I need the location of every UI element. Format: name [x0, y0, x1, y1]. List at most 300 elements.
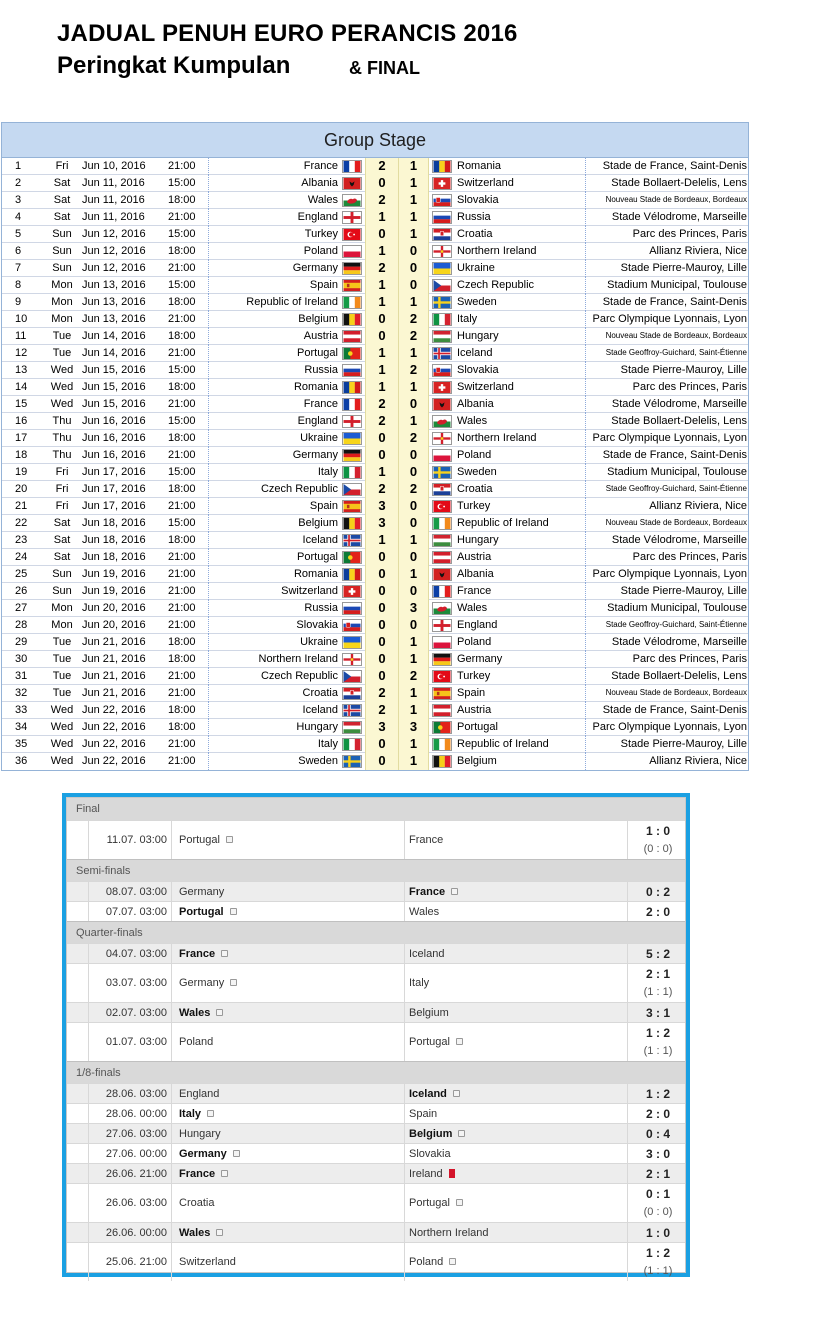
column-divider — [585, 685, 586, 702]
halftime-score: (1 : 1) — [643, 1265, 673, 1277]
away-flag-icon — [432, 670, 452, 683]
column-divider — [208, 481, 209, 498]
match-time: 15:00 — [168, 517, 196, 529]
away-team-cell — [409, 1164, 455, 1184]
home-score: 0 — [365, 311, 398, 328]
home-score: 2 — [365, 702, 398, 719]
tv-icon[interactable] — [233, 1150, 240, 1157]
home-team: Northern Ireland — [258, 653, 338, 665]
match-row — [2, 736, 748, 753]
match-row — [2, 413, 748, 430]
away-flag-icon — [432, 517, 452, 530]
match-time: 21:00 — [168, 500, 196, 512]
round-header: Semi-finals — [67, 859, 685, 881]
column-divider — [208, 719, 209, 736]
match-score[interactable]: 1 : 0 — [645, 1226, 670, 1240]
tv-icon[interactable] — [458, 1130, 465, 1137]
match-score[interactable]: 1 : 2 — [645, 1026, 670, 1040]
away-team-cell — [409, 821, 443, 860]
away-flag-icon — [432, 619, 452, 632]
home-score: 0 — [365, 668, 398, 685]
knockout-match-row[interactable] — [67, 1123, 685, 1143]
row-gutter — [67, 1223, 89, 1242]
match-number: 3 — [15, 194, 22, 206]
home-score: 1 — [365, 362, 398, 379]
away-flag-icon — [432, 432, 452, 445]
column-divider — [627, 1223, 628, 1242]
home-flag-icon — [342, 568, 362, 581]
away-score: 0 — [398, 549, 429, 566]
match-number: 9 — [15, 296, 22, 308]
row-gutter — [67, 1084, 89, 1103]
match-datetime: 02.07. 03:00 — [105, 1007, 167, 1019]
away-flag-icon — [432, 262, 452, 275]
column-divider — [208, 396, 209, 413]
knockout-match-row[interactable] — [67, 1183, 685, 1222]
match-date: Jun 13, 2016 — [82, 296, 146, 308]
match-number: 26 — [15, 585, 28, 597]
column-divider — [585, 651, 586, 668]
home-team: Croatia — [179, 1197, 215, 1209]
match-venue: Nouveau Stade de Bordeaux, Bordeaux — [605, 195, 747, 204]
away-team: Wales — [409, 906, 440, 918]
column-divider — [627, 944, 628, 963]
match-day: Mon — [51, 279, 73, 291]
away-flag-icon — [432, 245, 452, 258]
away-team: Ireland — [409, 1168, 443, 1180]
column-divider — [208, 753, 209, 770]
match-score[interactable]: 0 : 2 — [645, 885, 670, 899]
knockout-match-row[interactable] — [67, 1222, 685, 1242]
match-venue: Stade Geoffroy-Guichard, Saint-Étienne — [605, 620, 747, 629]
knockout-match-row[interactable] — [67, 1163, 685, 1183]
knockout-match-row[interactable] — [67, 943, 685, 963]
match-time: 15:00 — [168, 364, 196, 376]
match-venue: Stadium Municipal, Toulouse — [607, 466, 747, 478]
column-divider — [208, 413, 209, 430]
match-row — [2, 498, 748, 515]
match-day: Wed — [50, 738, 74, 750]
match-day: Wed — [50, 381, 74, 393]
tv-icon[interactable] — [453, 1090, 460, 1097]
home-team: Portugal — [297, 551, 338, 563]
match-venue: Stadium Municipal, Toulouse — [607, 279, 747, 291]
away-flag-icon — [432, 364, 452, 377]
away-team: Poland — [409, 1256, 444, 1268]
match-score[interactable]: 1 : 2 — [645, 1246, 670, 1260]
home-score: 0 — [365, 600, 398, 617]
match-date: Jun 21, 2016 — [82, 653, 146, 665]
match-time: 15:00 — [168, 415, 196, 427]
match-datetime: 04.07. 03:00 — [105, 948, 167, 960]
home-score: 1 — [365, 294, 398, 311]
column-divider — [627, 882, 628, 901]
column-divider — [404, 882, 405, 901]
away-score: 0 — [398, 617, 429, 634]
tv-icon[interactable] — [216, 1229, 223, 1236]
home-team: England — [297, 415, 338, 427]
column-divider — [171, 964, 172, 1002]
column-divider — [585, 362, 586, 379]
match-date: Jun 15, 2016 — [82, 364, 146, 376]
match-day: Tue — [52, 330, 72, 342]
home-flag-icon — [342, 313, 362, 326]
halftime-score: (1 : 1) — [643, 986, 673, 998]
home-team: Switzerland — [179, 1256, 236, 1268]
knockout-match-row[interactable] — [67, 901, 685, 921]
final-tag: & FINAL — [349, 58, 420, 78]
knockout-match-row[interactable] — [67, 881, 685, 901]
column-divider — [208, 651, 209, 668]
away-team-cell — [409, 1144, 451, 1164]
match-venue: Stade Pierre-Mauroy, Lille — [620, 585, 747, 597]
column-divider — [585, 413, 586, 430]
match-number: 25 — [15, 568, 28, 580]
column-divider — [208, 277, 209, 294]
column-divider — [171, 1023, 172, 1061]
column-divider — [171, 1124, 172, 1143]
match-day: Fri — [55, 160, 69, 172]
column-divider — [404, 1243, 405, 1281]
match-venue: Stade Pierre-Mauroy, Lille — [620, 364, 747, 376]
column-divider — [208, 685, 209, 702]
match-time: 18:00 — [168, 636, 196, 648]
home-flag-icon — [342, 653, 362, 666]
match-number: 19 — [15, 466, 28, 478]
column-divider — [585, 549, 586, 566]
away-team: Northern Ireland — [457, 245, 537, 257]
away-team: Croatia — [457, 483, 493, 495]
home-flag-icon — [342, 177, 362, 190]
match-date: Jun 18, 2016 — [82, 534, 146, 546]
match-venue: Stade Bollaert-Delelis, Lens — [611, 415, 747, 427]
column-divider — [627, 902, 628, 921]
match-time: 21:00 — [168, 619, 196, 631]
match-venue: Stade Geoffroy-Guichard, Saint-Étienne — [605, 484, 747, 493]
home-team: Portugal — [179, 834, 220, 846]
knockout-match-row[interactable] — [67, 1242, 685, 1281]
match-score[interactable]: 2 : 0 — [645, 1107, 670, 1121]
match-day: Wed — [50, 721, 74, 733]
away-flag-icon — [432, 704, 452, 717]
match-date: Jun 21, 2016 — [82, 687, 146, 699]
away-team: Turkey — [457, 500, 491, 512]
home-flag-icon — [342, 228, 362, 241]
away-flag-icon — [432, 602, 452, 615]
match-venue: Stade Vélodrome, Marseille — [611, 534, 747, 546]
away-score: 1 — [398, 413, 429, 430]
match-date: Jun 22, 2016 — [82, 755, 146, 767]
away-team: Romania — [457, 160, 502, 172]
away-team: Belgium — [409, 1007, 449, 1019]
knockout-match-row[interactable] — [67, 1103, 685, 1123]
round-header: Final — [67, 798, 685, 820]
column-divider — [585, 702, 586, 719]
match-row — [2, 481, 748, 498]
match-date: Jun 21, 2016 — [82, 636, 146, 648]
column-divider — [585, 260, 586, 277]
home-flag-icon — [342, 194, 362, 207]
match-date: Jun 13, 2016 — [82, 313, 146, 325]
match-time: 21:00 — [168, 670, 196, 682]
column-divider — [171, 1003, 172, 1022]
home-flag-icon — [342, 347, 362, 360]
match-datetime: 26.06. 00:00 — [105, 1227, 167, 1239]
match-number: 11 — [15, 330, 27, 342]
home-flag-icon — [342, 415, 362, 428]
away-team: Portugal — [409, 1197, 450, 1209]
home-flag-icon — [342, 364, 362, 377]
knockout-match-row[interactable] — [67, 1002, 685, 1022]
match-time: 21:00 — [168, 551, 196, 563]
home-score: 0 — [365, 617, 398, 634]
column-divider — [208, 430, 209, 447]
home-flag-icon — [342, 619, 362, 632]
match-time: 15:00 — [168, 466, 196, 478]
home-team: Spain — [309, 279, 338, 291]
match-day: Sat — [53, 517, 71, 529]
match-venue: Parc des Princes, Paris — [632, 228, 747, 240]
home-flag-icon — [342, 432, 362, 445]
match-date: Jun 22, 2016 — [82, 721, 146, 733]
match-time: 18:00 — [168, 721, 196, 733]
match-date: Jun 19, 2016 — [82, 585, 146, 597]
match-time: 21:00 — [168, 347, 196, 359]
match-time: 21:00 — [168, 738, 196, 750]
red-card-icon — [449, 1169, 455, 1178]
column-divider — [585, 515, 586, 532]
row-gutter — [67, 944, 89, 963]
column-divider — [208, 634, 209, 651]
home-team-cell — [179, 964, 237, 1003]
tv-icon[interactable] — [207, 1110, 214, 1117]
match-datetime: 11.07. 03:00 — [106, 834, 167, 846]
match-venue: Stade Bollaert-Delelis, Lens — [611, 670, 747, 682]
match-date: Jun 10, 2016 — [82, 160, 146, 172]
home-team-cell — [179, 1164, 228, 1184]
column-divider — [171, 1164, 172, 1183]
home-team: Ukraine — [300, 432, 338, 444]
row-gutter — [67, 1164, 89, 1183]
home-score: 1 — [365, 243, 398, 260]
page-title: JADUAL PENUH EURO PERANCIS 2016 — [57, 20, 518, 47]
tv-icon[interactable] — [226, 836, 233, 843]
home-team: Germany — [292, 449, 338, 461]
column-divider — [404, 1023, 405, 1061]
column-divider — [208, 192, 209, 209]
match-date: Jun 13, 2016 — [82, 279, 146, 291]
column-divider — [208, 260, 209, 277]
away-flag-icon — [432, 738, 452, 751]
match-day: Thu — [52, 415, 72, 427]
tv-icon[interactable] — [221, 1170, 228, 1177]
column-divider — [404, 964, 405, 1002]
halftime-score: (0 : 0) — [643, 1206, 673, 1218]
away-team: France — [409, 886, 446, 898]
match-score[interactable]: 2 : 1 — [645, 1167, 670, 1181]
match-datetime: 26.06. 03:00 — [105, 1197, 167, 1209]
match-score[interactable]: 2 : 1 — [645, 967, 670, 981]
tv-icon[interactable] — [456, 1038, 463, 1045]
away-team: Poland — [457, 636, 492, 648]
column-divider — [585, 532, 586, 549]
match-venue: Parc des Princes, Paris — [632, 551, 747, 563]
home-flag-icon — [342, 381, 362, 394]
away-team: Northern Ireland — [409, 1227, 489, 1239]
knockout-match-row[interactable] — [67, 963, 685, 1002]
tv-icon[interactable] — [449, 1258, 456, 1265]
match-score[interactable]: 0 : 1 — [645, 1187, 670, 1201]
home-flag-icon — [342, 466, 362, 479]
match-row — [2, 583, 748, 600]
column-divider — [585, 719, 586, 736]
away-team: Slovakia — [409, 1148, 451, 1160]
away-flag-icon — [432, 279, 452, 292]
column-divider — [208, 668, 209, 685]
away-score: 2 — [398, 362, 429, 379]
match-number: 35 — [15, 738, 28, 750]
home-score: 1 — [365, 532, 398, 549]
home-team: Turkey — [304, 228, 338, 240]
match-datetime: 28.06. 00:00 — [105, 1108, 167, 1120]
tv-icon[interactable] — [456, 1199, 463, 1206]
match-row — [2, 685, 748, 702]
match-time: 18:00 — [168, 432, 196, 444]
away-team-cell — [409, 882, 458, 902]
column-divider — [585, 736, 586, 753]
away-team-cell — [409, 902, 439, 922]
tv-icon[interactable] — [451, 888, 458, 895]
match-venue: Stade de France, Saint-Denis — [602, 160, 747, 172]
home-team: Germany — [179, 1148, 227, 1160]
home-team: Romania — [293, 381, 338, 393]
home-team: Slovakia — [296, 619, 338, 631]
away-team: Iceland — [409, 1088, 447, 1100]
match-score[interactable]: 3 : 0 — [645, 1147, 670, 1161]
tv-icon[interactable] — [216, 1009, 223, 1016]
match-score[interactable]: 3 : 1 — [645, 1006, 670, 1020]
home-score: 2 — [365, 158, 398, 175]
away-team: Turkey — [457, 670, 491, 682]
home-flag-icon — [342, 670, 362, 683]
home-team: Wales — [179, 1007, 211, 1019]
match-venue: Parc Olympique Lyonnais, Lyon — [592, 568, 747, 580]
away-team: Switzerland — [457, 381, 514, 393]
home-team: Italy — [317, 738, 338, 750]
home-flag-icon — [342, 721, 362, 734]
match-time: 18:00 — [168, 534, 196, 546]
match-row — [2, 379, 748, 396]
away-score: 1 — [398, 651, 429, 668]
knockout-match-row[interactable] — [67, 1083, 685, 1103]
match-number: 23 — [15, 534, 28, 546]
column-divider — [585, 447, 586, 464]
home-team: Germany — [179, 977, 225, 989]
home-team: Germany — [292, 262, 338, 274]
match-score[interactable]: 2 : 0 — [645, 905, 670, 919]
column-divider — [208, 736, 209, 753]
away-score: 0 — [398, 583, 429, 600]
away-score: 1 — [398, 736, 429, 753]
knockout-match-row[interactable] — [67, 1022, 685, 1061]
home-score: 1 — [365, 345, 398, 362]
match-time: 15:00 — [168, 228, 196, 240]
away-team: Belgium — [409, 1128, 453, 1140]
match-date: Jun 16, 2016 — [82, 449, 146, 461]
match-datetime: 03.07. 03:00 — [105, 977, 167, 989]
home-score: 1 — [365, 277, 398, 294]
match-number: 36 — [15, 755, 28, 767]
home-team: Russia — [304, 364, 338, 376]
match-row — [2, 634, 748, 651]
match-day: Sat — [53, 177, 71, 189]
column-divider — [171, 1223, 172, 1242]
match-score[interactable]: 0 : 4 — [645, 1127, 670, 1141]
away-team: Austria — [457, 704, 492, 716]
column-divider — [171, 902, 172, 921]
home-team: Germany — [179, 886, 225, 898]
away-flag-icon — [432, 636, 452, 649]
match-day: Tue — [52, 636, 72, 648]
column-divider — [627, 1023, 628, 1061]
away-team: Spain — [409, 1108, 438, 1120]
match-time: 21:00 — [168, 313, 196, 325]
home-team-cell — [179, 1003, 223, 1023]
away-team: France — [457, 585, 492, 597]
match-day: Sat — [53, 194, 71, 206]
column-divider — [627, 1184, 628, 1222]
column-divider — [208, 243, 209, 260]
column-divider — [585, 481, 586, 498]
home-team-cell — [179, 944, 228, 964]
away-team: France — [409, 834, 444, 846]
away-flag-icon — [432, 687, 452, 700]
match-score[interactable]: 5 : 2 — [645, 947, 670, 961]
match-date: Jun 20, 2016 — [82, 602, 146, 614]
column-divider — [208, 464, 209, 481]
match-score[interactable]: 1 : 2 — [645, 1087, 670, 1101]
column-divider — [171, 821, 172, 859]
home-team-cell — [179, 1223, 223, 1243]
match-date: Jun 15, 2016 — [82, 381, 146, 393]
knockout-match-row[interactable] — [67, 1143, 685, 1163]
tv-icon[interactable] — [230, 908, 237, 915]
match-day: Sat — [53, 534, 71, 546]
column-divider — [404, 944, 405, 963]
tv-icon[interactable] — [221, 950, 228, 957]
match-row — [2, 175, 748, 192]
home-score: 0 — [365, 549, 398, 566]
column-divider — [208, 515, 209, 532]
home-score: 1 — [365, 379, 398, 396]
away-score: 1 — [398, 226, 429, 243]
match-venue: Stade Vélodrome, Marseille — [611, 636, 747, 648]
knockout-match-row[interactable] — [67, 820, 685, 859]
away-flag-icon — [432, 211, 452, 224]
match-day: Sun — [52, 245, 72, 257]
column-divider — [208, 498, 209, 515]
home-team-cell — [179, 902, 237, 922]
home-team: France — [303, 398, 338, 410]
home-team: Switzerland — [281, 585, 338, 597]
home-team: Czech Republic — [260, 670, 338, 682]
match-number: 8 — [15, 279, 22, 291]
away-team: Wales — [457, 415, 488, 427]
away-team: Switzerland — [457, 177, 514, 189]
tv-icon[interactable] — [230, 979, 237, 986]
match-row — [2, 566, 748, 583]
match-score[interactable]: 1 : 0 — [645, 824, 670, 838]
